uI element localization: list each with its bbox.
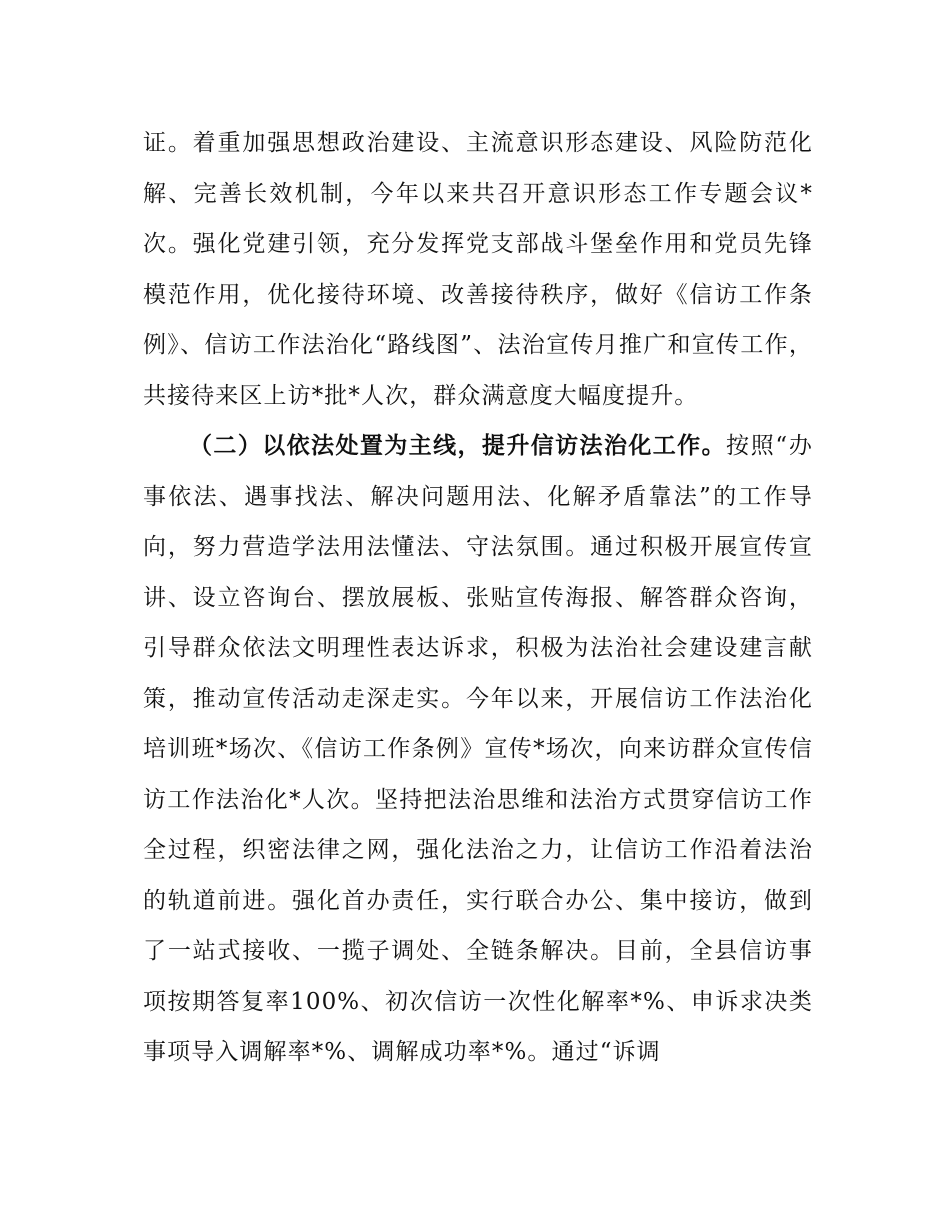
- paragraph-2-heading: （二）以依法处置为主线，提升信访法治化工作。: [189, 433, 726, 459]
- document-body: [143, 118, 813, 1078]
- paragraph-2: [143, 421, 813, 1078]
- paragraph-1: 证。着重加强思想政治建设、主流意识形态建设、风险防范化解、完善长效机制，今年以来共召开意识形态工作专题会议*次。强化党建引领，充分发挥党支部战斗堡垒作用和党员先锋模范作用，优化接待环境、改善接待秩序，做好《信访工作条例》、信访工作法治化“路线图”、法治宣传月推广和宣传工作，共接待来区上访*批*人次，群众满意度大幅度提升。: [143, 130, 813, 409]
- paragraph-2-body: 按照“办事依法、遇事找法、解决问题用法、化解矛盾靠法”的工作导向，努力营造学法用法懂法、守法氛围。通过积极开展宣传宣讲、设立咨询台、摆放展板、张贴宣传海报、解答群众咨询，引导群众依法文明理性表达诉求，积极为法治社会建设建言献策，推动宣传活动走深走实。今年以来，开展信访工作法治化培训班*场次、《信访工作条例》宣传*场次，向来访群众宣传信访工作法治化*人次。坚持把法治思维和法治方式贯穿信访工作全过程，织密法律之网，强化法治之力，让信访工作沿着法治的轨道前进。强化首办责任，实行联合办公、集中接访，做到了一站式接收、一揽子调处、全链条解决。目前，全县信访事项按期答复率100%、初次信访一次性化解率*%、申诉求决类事项导入调解率*%、调解成功率*%。通过“诉调: [143, 433, 813, 1065]
